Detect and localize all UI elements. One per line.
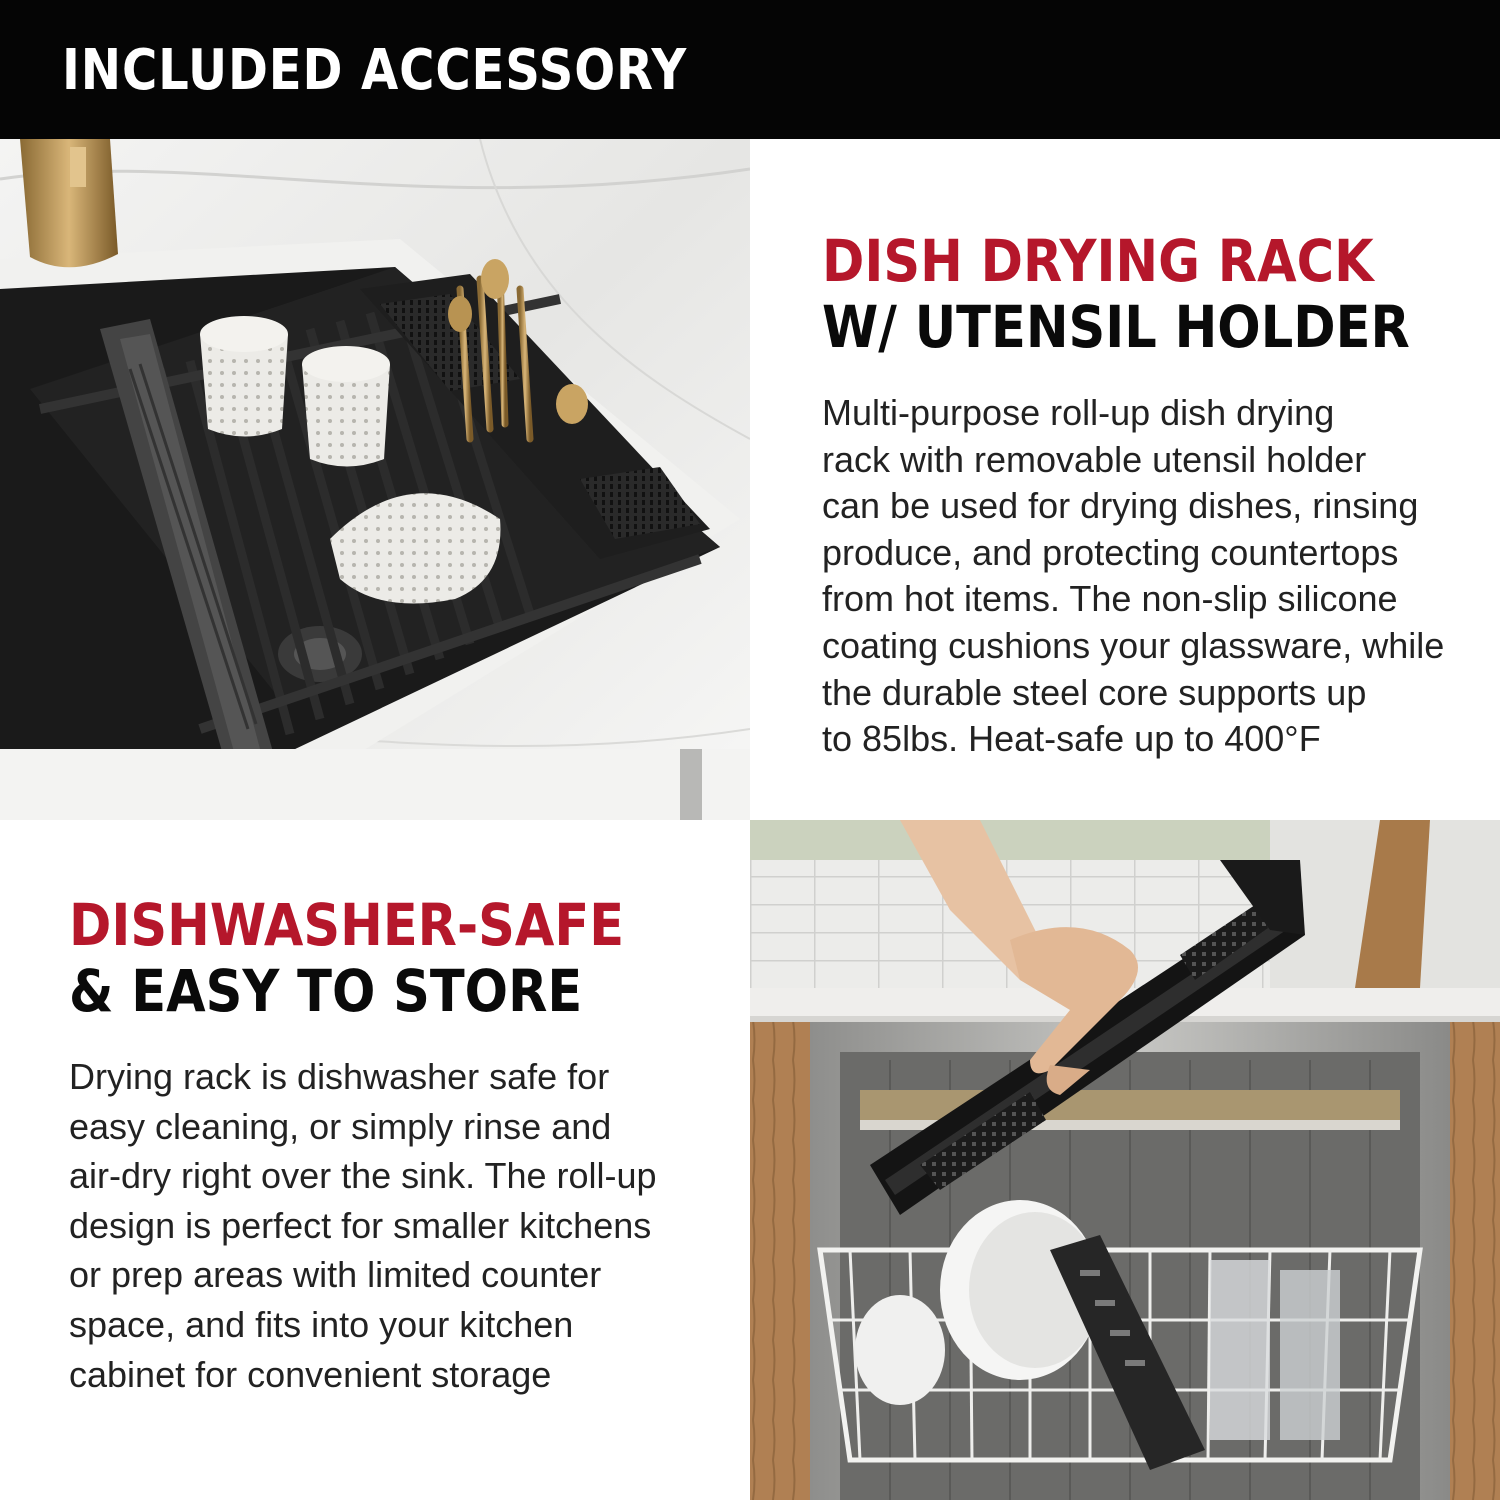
- banner-title: INCLUDED ACCESSORY: [62, 38, 688, 103]
- feature-dishwasher-description: Drying rack is dishwasher safe for easy cleaning, or simply rinse and air-dry right over the sink. The roll-up design is perfect for smaller kitchens or prep areas with limited counter space, and fits into your kitchen cabinet for convenient storage: [69, 1056, 657, 1395]
- feature-rack-heading: W/ UTENSIL HOLDER: [822, 293, 1410, 361]
- header-banner: [0, 0, 1500, 139]
- feature-dishwasher-panel: [69, 892, 739, 1399]
- feature-dishwasher-heading-accent: DISHWASHER-SAFE: [69, 891, 625, 959]
- feature-dishwasher-heading: & EASY TO STORE: [69, 957, 583, 1025]
- feature-rack-heading-accent: DISH DRYING RACK: [822, 227, 1374, 295]
- dishwasher-photo: [750, 820, 1500, 1500]
- feature-rack-panel: [822, 228, 1482, 763]
- feature-rack-description: Multi-purpose roll-up dish drying rack with removable utensil holder can be used for drying dishes, rinsing produce, and protecting countertops from hot items. The non-slip silicone coating cushions your glassware, while the durable steel core supports up to 85lbs. Heat-safe up to 400°F: [822, 392, 1445, 760]
- sink-rack-photo: [0, 139, 750, 820]
